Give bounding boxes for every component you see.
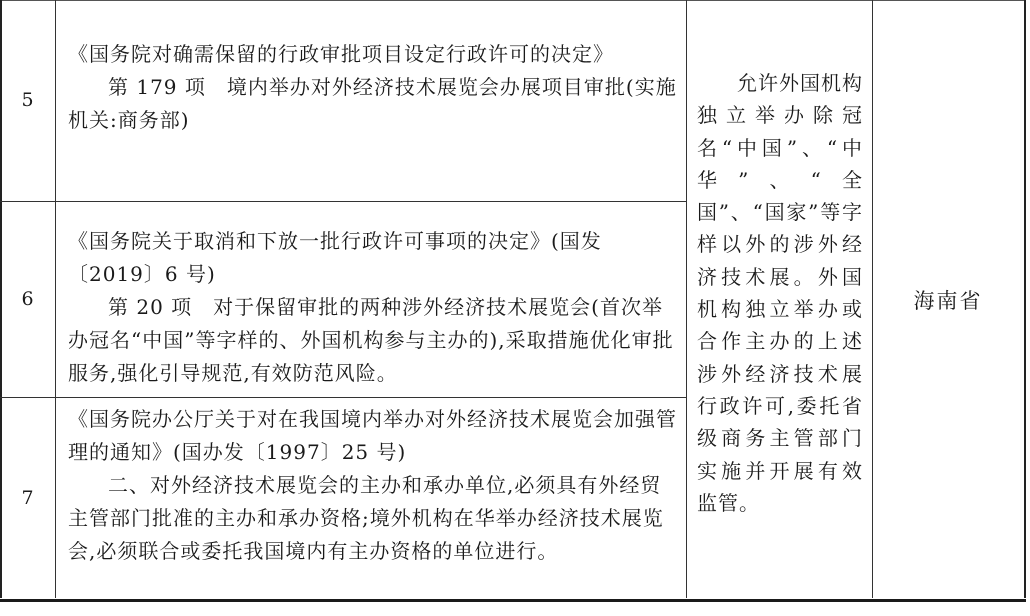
row-number-6: 6 <box>21 288 34 310</box>
row-5-item: 第 179 项 境内举办对外经济技术展览会办展项目审批(实施机关:商务部) <box>68 75 677 132</box>
measure-cell: 允许外国机构独立举办除冠名“中国”、“中华”、“全国”、“国家”等字样以外的涉外经济技术展。外国机构独立举办或合作主办的上述涉外经济技术展行政许可,委托省级商务主管部门实施并开展有效监管。 <box>697 71 863 515</box>
column-divider-2 <box>686 0 687 598</box>
row-7-source: 《国务院办公厅关于对在我国境内举办对外经济技术展览会加强管理的通知》(国办发〔1997〕25 号) <box>68 407 677 464</box>
row-7-item: 二、对外经济技术展览会的主办和承办单位,必须具有外经贸主管部门批准的主办和承办资格;境外机构在华举办经济技术展览会,必须联合或委托我国境内有主办资格的单位进行。 <box>68 473 664 563</box>
row-divider-5-6 <box>0 201 686 202</box>
row-6-item: 第 20 项 对于保留审批的两种涉外经济技术展览会(首次举办冠名“中国”等字样的、外国机构参与主办的),采取措施优化审批服务,强化引导规范,有效防范风险。 <box>68 295 674 385</box>
region-cell: 海南省 <box>913 289 983 313</box>
row-5-source: 《国务院对确需保留的行政审批项目设定行政许可的决定》 <box>68 42 614 66</box>
row-6-source: 《国务院关于取消和下放一批行政许可事项的决定》(国发〔2019〕6 号) <box>68 229 602 286</box>
row-5-content <box>68 38 678 137</box>
row-7-content <box>68 403 678 568</box>
row-number-7: 7 <box>21 487 34 509</box>
row-divider-6-7 <box>0 397 686 398</box>
column-divider-1 <box>55 0 56 598</box>
table-border-right <box>1024 0 1026 598</box>
row-number-5: 5 <box>21 89 34 111</box>
row-6-content <box>68 225 678 390</box>
